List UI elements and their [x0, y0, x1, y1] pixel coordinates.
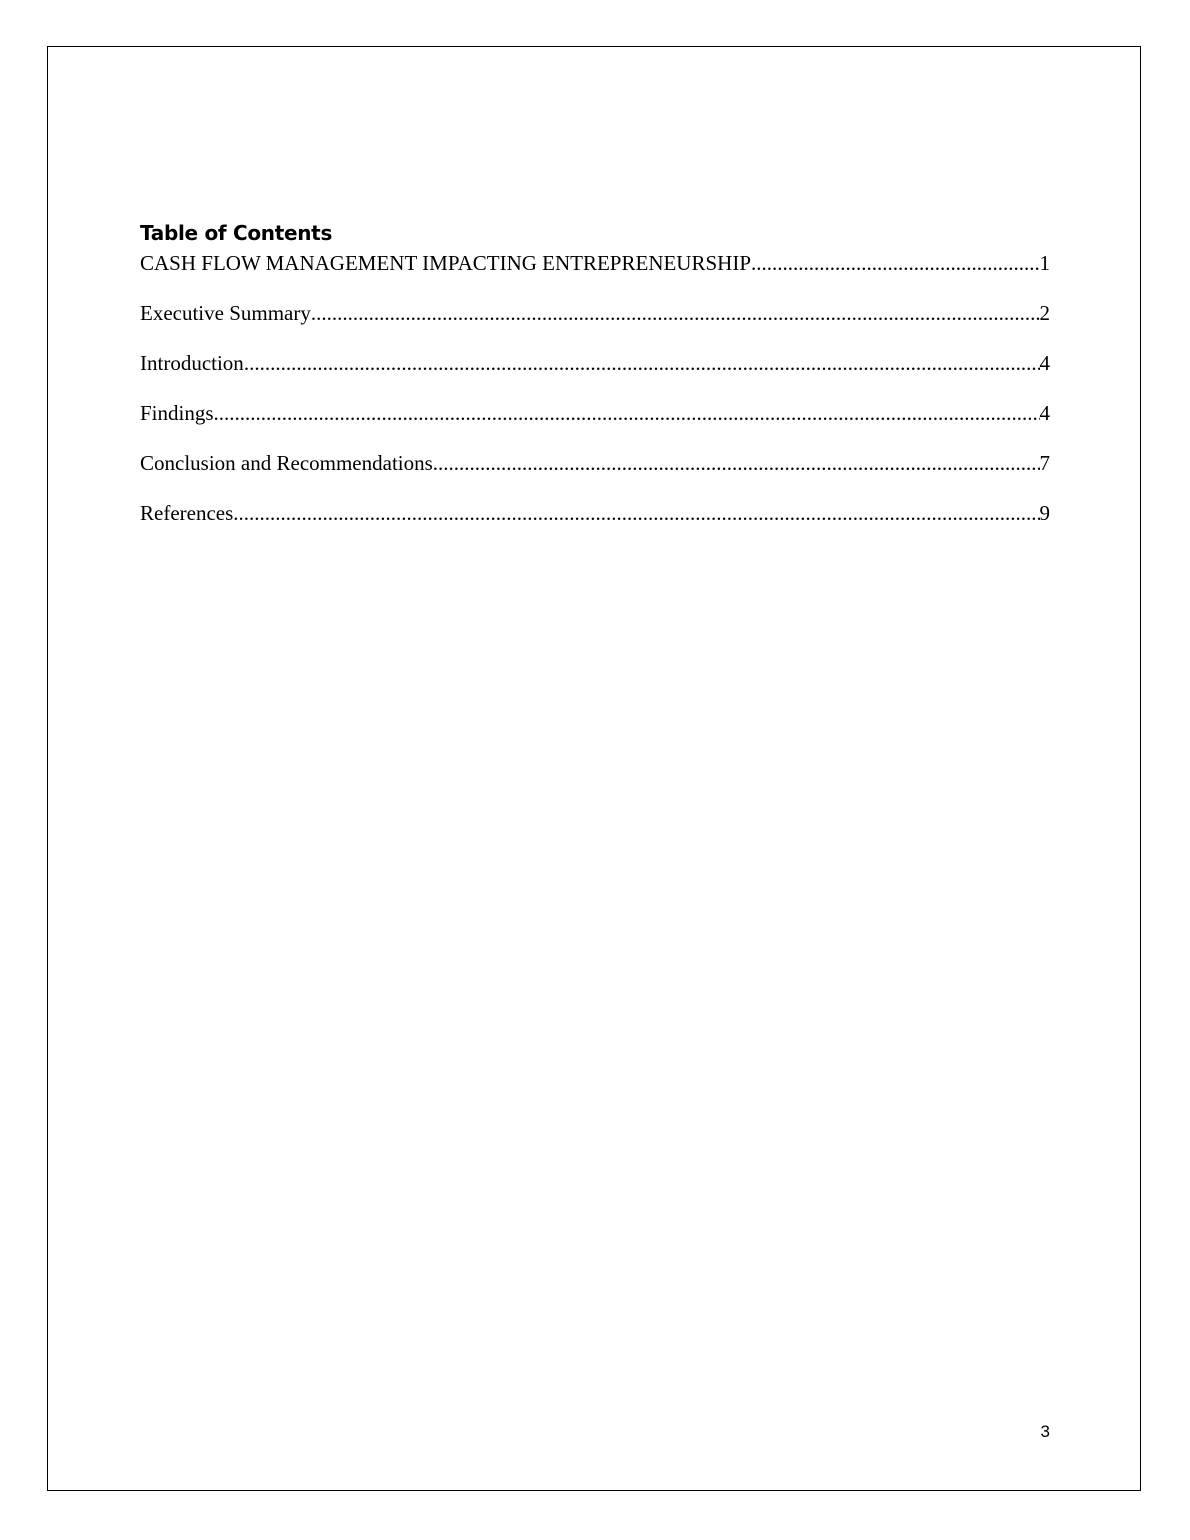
table-of-contents [140, 218, 1050, 548]
toc-dot-leader [233, 498, 1039, 528]
toc-entry-page: 4 [1039, 401, 1050, 425]
toc-entry-label: Findings [140, 401, 214, 425]
toc-dot-leader [751, 248, 1040, 278]
page-number: 3 [1040, 1422, 1050, 1441]
toc-heading: Table of Contents [140, 221, 333, 245]
toc-entry-findings[interactable] [140, 398, 1050, 428]
toc-dot-leader [214, 398, 1040, 428]
toc-dot-leader [244, 348, 1040, 378]
toc-entry-references[interactable] [140, 498, 1050, 528]
toc-entry-label: References [140, 501, 234, 525]
toc-entry-label: Conclusion and Recommendations [140, 451, 433, 475]
toc-dot-leader [311, 298, 1040, 328]
toc-entry-cash-flow-management[interactable] [140, 248, 1050, 278]
toc-entry-label: Executive Summary [140, 301, 311, 325]
toc-entry-executive-summary[interactable] [140, 298, 1050, 328]
toc-entry-page: 4 [1039, 351, 1050, 375]
toc-entry-label: Introduction [140, 351, 244, 375]
toc-dot-leader [433, 448, 1040, 478]
toc-entry-introduction[interactable] [140, 348, 1050, 378]
toc-entry-conclusion[interactable] [140, 448, 1050, 478]
toc-entry-page: 9 [1039, 501, 1050, 525]
toc-entry-label: CASH FLOW MANAGEMENT IMPACTING ENTREPRENEURSHIP [140, 251, 751, 275]
toc-entry-page: 7 [1039, 451, 1050, 475]
toc-entry-page: 1 [1039, 251, 1050, 275]
toc-entry-page: 2 [1039, 301, 1050, 325]
